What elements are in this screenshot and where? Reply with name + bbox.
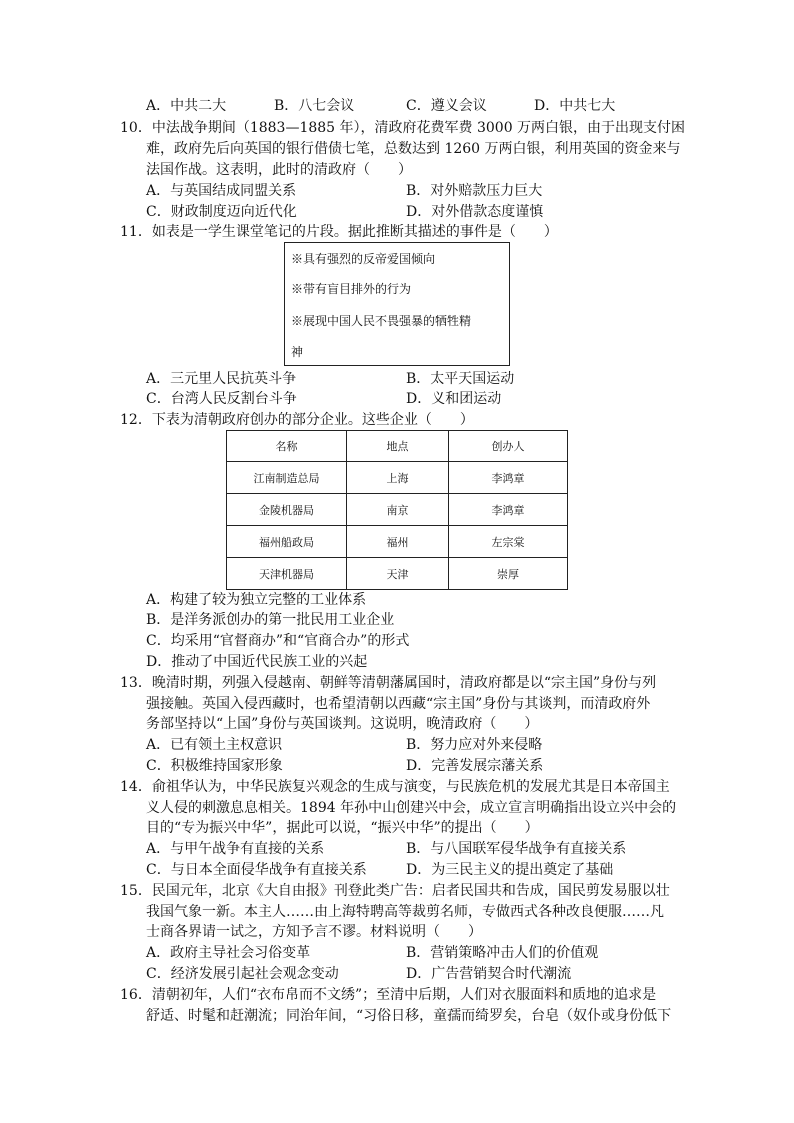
- table-cell: 福州船政局: [227, 526, 347, 558]
- q11-note-1: ※具有强烈的反帝爱国倾向: [291, 252, 436, 266]
- q13-option-d: D．完善发展宗藩关系: [406, 758, 544, 774]
- q11-note-2: ※带有盲目排外的行为: [291, 282, 412, 296]
- table-row: [227, 526, 568, 558]
- table-cell: 福州: [347, 526, 449, 558]
- table-cell: 左宗棠: [449, 526, 568, 558]
- table-cell: 李鸿章: [449, 494, 568, 526]
- q12-option-d: D．推动了中国近代民族工业的兴起: [146, 654, 368, 670]
- q15-option-d: D．广告营销契合时代潮流: [406, 966, 572, 982]
- q12-enterprise-table: [226, 430, 568, 590]
- q15-stem-line-1: 15．民国元年，北京《大自由报》刊登此类广告：启者民国共和告成，国民剪发易服以壮: [120, 883, 670, 899]
- table-row: [227, 462, 568, 494]
- q9-option-a: A．中共二大: [146, 98, 227, 114]
- q10-option-d: D．对外借款态度谨慎: [406, 204, 544, 220]
- q13-option-b: B．努力应对外来侵略: [406, 737, 543, 753]
- table-cell: 李鸿章: [449, 462, 568, 494]
- q9-option-b: B．八七会议: [274, 98, 355, 114]
- q9-options: [146, 96, 626, 116]
- q11-note-box: [284, 242, 510, 366]
- q14-stem-line-1: 14．俞祖华认为，中华民族复兴观念的生成与演变，与民族危机的发展尤其是日本帝国主: [120, 779, 670, 795]
- q12-option-b: B．是洋务派创办的第一批民用工业企业: [146, 612, 395, 628]
- q16-stem-line-1: 16．清朝初年，人们“衣布帛而不文绣”；至清中后期，人们对衣服面料和质地的追求是: [120, 987, 657, 1003]
- table-header-cell: 名称: [227, 431, 347, 462]
- q12-option-a: A．构建了较为独立完整的工业体系: [146, 592, 367, 608]
- q10-option-a: A．与英国结成同盟关系: [146, 183, 297, 199]
- q11-option-a: A．三元里人民抗英斗争: [146, 371, 297, 387]
- q11-note-3: ※展现中国人民不畏强暴的牺牲精: [291, 314, 472, 328]
- q15-options-row-2: [146, 964, 666, 984]
- q14-option-a: A．与甲午战争有直接的关系: [146, 841, 325, 857]
- q14-stem-line-3: 目的“专为振兴中华”，据此可以说，“振兴中华”的提出（ ）: [146, 820, 539, 836]
- q10-option-c: C．财政制度迈向近代化: [146, 204, 297, 220]
- q14-option-c: C．与日本全面侵华战争有直接关系: [146, 862, 367, 878]
- q9-option-d: D．中共七大: [534, 98, 616, 114]
- q14-option-b: B．与八国联军侵华战争有直接关系: [406, 841, 627, 857]
- q11-options-row-2: [146, 389, 666, 409]
- table-cell: 上海: [347, 462, 449, 494]
- q10-stem-line-2: 难，政府先后向英国的银行借债七笔，总数达到 1260 万两白银，利用英国的资金来与: [146, 141, 681, 157]
- table-row: [227, 558, 568, 590]
- table-header-row: [227, 431, 568, 462]
- q14-option-d: D．为三民主义的提出奠定了基础: [406, 862, 614, 878]
- table-cell: 崇厚: [449, 558, 568, 590]
- table-cell: 金陵机器局: [227, 494, 347, 526]
- q11-note-4: 神: [291, 345, 304, 359]
- q10-stem-line-1: 10．中法战争期间（1883—1885 年），清政府花费军费 3000 万两白银，由于出现支付困: [120, 120, 686, 136]
- q15-stem-line-2: 我国气象一新。本主人……由上海特聘高等裁剪名师，专做西式各种改良便服……凡: [146, 904, 664, 920]
- q13-option-a: A．已有领土主权意识: [146, 737, 283, 753]
- q15-options-row-1: [146, 943, 666, 963]
- q14-stem-line-2: 义人侵的刺激息息相关。1894 年孙中山创建兴中会，成立宣言明确指出设立兴中会的: [146, 800, 677, 816]
- q13-stem-line-2: 强接触。英国入侵西藏时，也希望清朝以西藏“宗主国”身份与其谈判，而清政府外: [146, 696, 651, 712]
- q13-options-row-2: [146, 756, 666, 776]
- q10-options-row-1: [146, 181, 666, 201]
- q13-options-row-1: [146, 735, 666, 755]
- q15-option-c: C．经济发展引起社会观念变动: [146, 966, 339, 982]
- table-header-cell: 创办人: [449, 431, 568, 462]
- q15-option-b: B．营销策略冲击人们的价值观: [406, 945, 599, 961]
- table-header-cell: 地点: [347, 431, 449, 462]
- q16-stem-line-2: 舒适、时髦和赶潮流；同治年间，“习俗日移，童孺而绮罗矣，台皂（奴仆或身份低下: [146, 1008, 672, 1024]
- q12-stem-line-1: 12．下表为清朝政府创办的部分企业。这些企业（ ）: [120, 412, 474, 428]
- q15-stem-line-3: 士商各界请一试之，方知予言不谬。材料说明（ ）: [146, 924, 482, 940]
- q11-option-d: D．义和团运动: [406, 391, 502, 407]
- q10-option-b: B．对外赔款压力巨大: [406, 183, 543, 199]
- table-cell: 天津机器局: [227, 558, 347, 590]
- q11-option-b: B．太平天国运动: [406, 371, 515, 387]
- q11-options-row-1: [146, 369, 666, 389]
- q13-option-c: C．积极维持国家形象: [146, 758, 283, 774]
- table-row: [227, 494, 568, 526]
- q10-options-row-2: [146, 202, 666, 222]
- q14-options-row-2: [146, 860, 666, 880]
- q13-stem-line-1: 13．晚清时期，列强入侵越南、朝鲜等清朝藩属国时，清政府都是以“宗主国”身份与列: [120, 675, 657, 691]
- q14-options-row-1: [146, 839, 666, 859]
- q12-option-c: C．均采用“官督商办”和“官商合办”的形式: [146, 633, 410, 649]
- table-cell: 天津: [347, 558, 449, 590]
- q15-option-a: A．政府主导社会习俗变革: [146, 945, 311, 961]
- q13-stem-line-3: 务部坚持以“上国”身份与英国谈判。这说明，晚清政府（ ）: [146, 716, 539, 732]
- q11-option-c: C．台湾人民反割台斗争: [146, 391, 297, 407]
- q11-stem-line-1: 11．如表是一学生课堂笔记的片段。据此推断其描述的事件是（ ）: [120, 224, 558, 240]
- table-cell: 南京: [347, 494, 449, 526]
- q9-option-c: C．遵义会议: [406, 98, 487, 114]
- q10-stem-line-3: 法国作战。这表明，此时的清政府（ ）: [146, 162, 412, 178]
- table-cell: 江南制造总局: [227, 462, 347, 494]
